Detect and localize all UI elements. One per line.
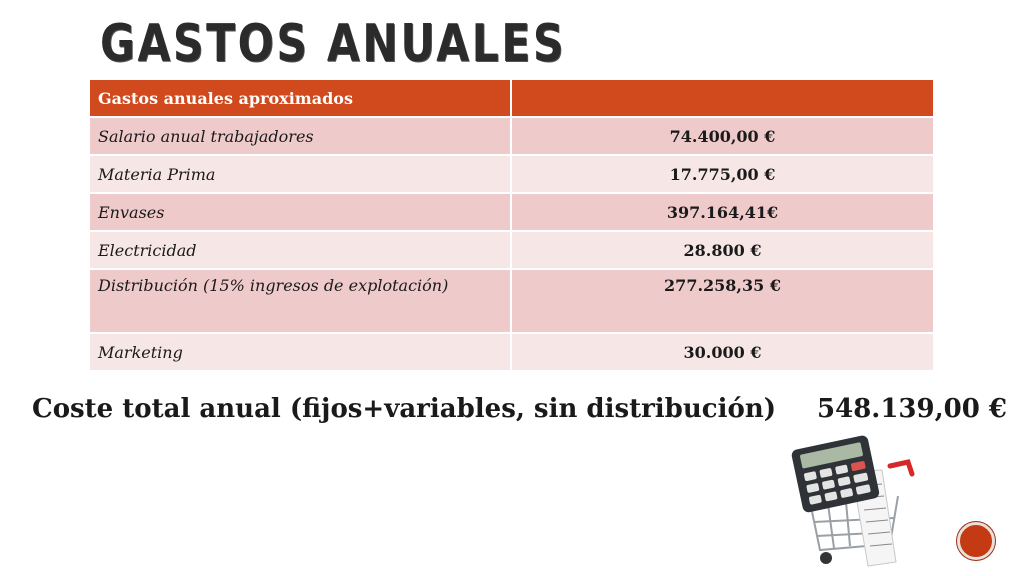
table-row [90,333,934,371]
row-label: Materia Prima [90,155,511,193]
row-label: Distribución (15% ingresos de explotación) [90,269,511,333]
row-label: Marketing [90,333,511,371]
costs-table [90,80,935,372]
total-value: 548.139,00 € [817,394,1007,424]
table-header-row [90,80,934,117]
table-row [90,193,934,231]
total-label: Coste total anual (fijos+variables, sin distribución) [32,394,777,424]
table-row [90,155,934,193]
next-slide-button[interactable] [957,522,995,560]
row-label: Salario anual trabajadores [90,117,511,155]
row-value: 277.258,35 € [511,269,934,333]
calculator-cart-receipt-icon [790,432,920,570]
slide-title: GASTOS ANUALES [100,14,567,74]
table-row [90,231,934,269]
row-label: Electricidad [90,231,511,269]
table-row [90,117,934,155]
row-value: 74.400,00 € [511,117,934,155]
row-value: 30.000 € [511,333,934,371]
row-label: Envases [90,193,511,231]
table-row [90,269,934,333]
header-label: Gastos anuales aproximados [90,80,511,117]
row-value: 17.775,00 € [511,155,934,193]
row-value: 28.800 € [511,231,934,269]
row-value: 397.164,41€ [511,193,934,231]
header-value [511,80,934,117]
